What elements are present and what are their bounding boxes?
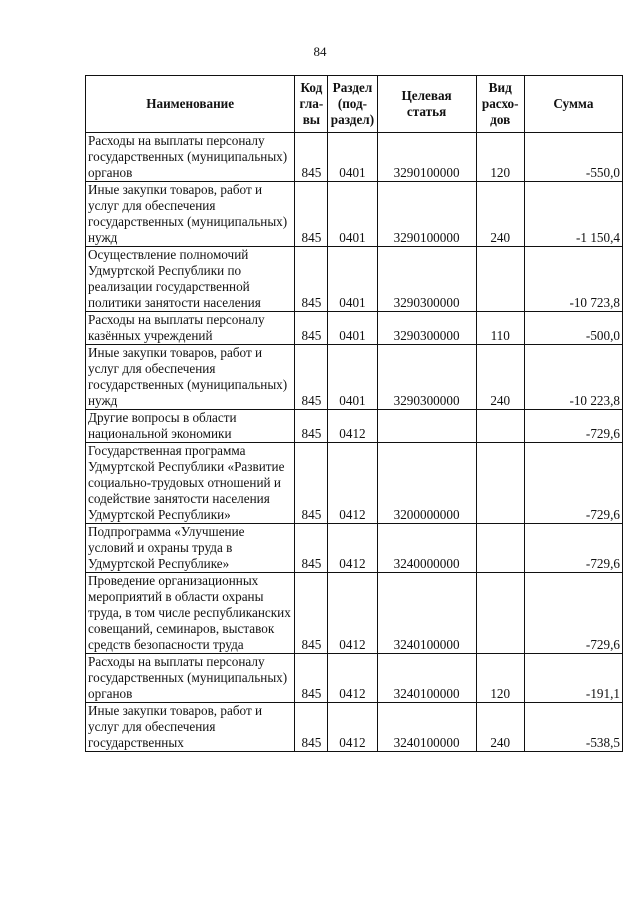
cell-kod: 845: [295, 703, 328, 752]
cell-razdel: 0401: [328, 133, 377, 182]
header-razdel-line1: Раздел: [332, 80, 373, 95]
cell-vid: [476, 410, 524, 443]
cell-target: 3290100000: [377, 133, 476, 182]
header-razdel: [328, 76, 377, 133]
table-row: [86, 443, 623, 524]
table-row: [86, 345, 623, 410]
cell-target: 3240100000: [377, 654, 476, 703]
header-name-label: Наименование: [146, 96, 235, 111]
cell-name: Иные закупки товаров, работ и услуг для обеспечения государственных (муниципальных) нужд: [86, 182, 295, 247]
cell-razdel: 0412: [328, 654, 377, 703]
header-kod-line2: гла-: [299, 96, 324, 111]
header-razdel-line2: (под-: [337, 96, 368, 111]
cell-name: Иные закупки товаров, работ и услуг для обеспечения государственных: [86, 703, 295, 752]
cell-sum: -729,6: [524, 410, 622, 443]
cell-razdel: 0401: [328, 312, 377, 345]
cell-kod: 845: [295, 312, 328, 345]
header-vid-line2: расхо-: [481, 96, 519, 111]
table-row: [86, 133, 623, 182]
cell-sum: -191,1: [524, 654, 622, 703]
cell-kod: 845: [295, 573, 328, 654]
cell-vid: [476, 443, 524, 524]
cell-sum: -10 223,8: [524, 345, 622, 410]
table-row: [86, 524, 623, 573]
cell-vid: [476, 573, 524, 654]
cell-name: Осуществление полномочий Удмуртской Республики по реализации государственной политики занятости населения: [86, 247, 295, 312]
cell-target: 3290100000: [377, 182, 476, 247]
header-kod-line3: вы: [302, 112, 321, 127]
cell-target: 3290300000: [377, 312, 476, 345]
table-row: [86, 410, 623, 443]
budget-table: [85, 75, 623, 752]
cell-kod: 845: [295, 182, 328, 247]
header-target-line2: статья: [406, 104, 447, 119]
table-row: [86, 312, 623, 345]
cell-razdel: 0412: [328, 443, 377, 524]
cell-target: 3240100000: [377, 573, 476, 654]
cell-target: 3240000000: [377, 524, 476, 573]
cell-sum: -500,0: [524, 312, 622, 345]
header-sum-label: Сумма: [553, 96, 594, 111]
table-row: [86, 247, 623, 312]
cell-razdel: 0412: [328, 703, 377, 752]
cell-name: Подпрограмма «Улучшение условий и охраны труда в Удмуртской Республике»: [86, 524, 295, 573]
table-header: [86, 76, 623, 133]
cell-vid: [476, 524, 524, 573]
header-target-line1: Целевая: [401, 88, 452, 103]
table-row: [86, 654, 623, 703]
cell-sum: -729,6: [524, 443, 622, 524]
cell-sum: -550,0: [524, 133, 622, 182]
cell-sum: -1 150,4: [524, 182, 622, 247]
table-row: [86, 703, 623, 752]
header-target: [377, 76, 476, 133]
cell-razdel: 0412: [328, 573, 377, 654]
cell-name: Расходы на выплаты персоналу государственных (муниципальных) органов: [86, 654, 295, 703]
header-vid: [476, 76, 524, 133]
header-kod-line1: Код: [300, 80, 323, 95]
cell-kod: 845: [295, 654, 328, 703]
cell-vid: 240: [476, 182, 524, 247]
cell-kod: 845: [295, 443, 328, 524]
cell-name: Иные закупки товаров, работ и услуг для обеспечения государственных (муниципальных) нужд: [86, 345, 295, 410]
cell-razdel: 0401: [328, 345, 377, 410]
cell-razdel: 0401: [328, 247, 377, 312]
cell-kod: 845: [295, 524, 328, 573]
cell-vid: 240: [476, 345, 524, 410]
cell-vid: 120: [476, 654, 524, 703]
cell-sum: -538,5: [524, 703, 622, 752]
cell-name: Расходы на выплаты персоналу государственных (муниципальных) органов: [86, 133, 295, 182]
cell-name: Другие вопросы в области национальной экономики: [86, 410, 295, 443]
cell-kod: 845: [295, 345, 328, 410]
table-row: [86, 573, 623, 654]
header-vid-line1: Вид: [488, 80, 512, 95]
header-kod: [295, 76, 328, 133]
cell-name: Государственная программа Удмуртской Республики «Развитие социально-трудовых отношений и содействие занятости населения Удмуртской Республики»: [86, 443, 295, 524]
cell-vid: [476, 247, 524, 312]
header-row: [86, 76, 623, 133]
header-sum: [524, 76, 622, 133]
cell-target: 3290300000: [377, 345, 476, 410]
table-row: [86, 182, 623, 247]
cell-sum: -729,6: [524, 573, 622, 654]
cell-target: 3240100000: [377, 703, 476, 752]
cell-razdel: 0401: [328, 182, 377, 247]
cell-target: 3200000000: [377, 443, 476, 524]
cell-kod: 845: [295, 410, 328, 443]
cell-razdel: 0412: [328, 524, 377, 573]
header-name: [86, 76, 295, 133]
cell-name: Расходы на выплаты персоналу казённых учреждений: [86, 312, 295, 345]
cell-target: [377, 410, 476, 443]
cell-vid: 110: [476, 312, 524, 345]
page-number: 84: [313, 44, 327, 59]
cell-target: 3290300000: [377, 247, 476, 312]
header-razdel-line3: раздел): [330, 112, 375, 127]
cell-sum: -10 723,8: [524, 247, 622, 312]
header-vid-line3: дов: [490, 112, 511, 127]
cell-name: Проведение организационных мероприятий в области охраны труда, в том числе республиканских совещаний, семинаров, выставок средств безопасности труда: [86, 573, 295, 654]
cell-vid: 240: [476, 703, 524, 752]
cell-vid: 120: [476, 133, 524, 182]
cell-razdel: 0412: [328, 410, 377, 443]
cell-sum: -729,6: [524, 524, 622, 573]
cell-kod: 845: [295, 247, 328, 312]
table-body: [86, 133, 623, 752]
cell-kod: 845: [295, 133, 328, 182]
